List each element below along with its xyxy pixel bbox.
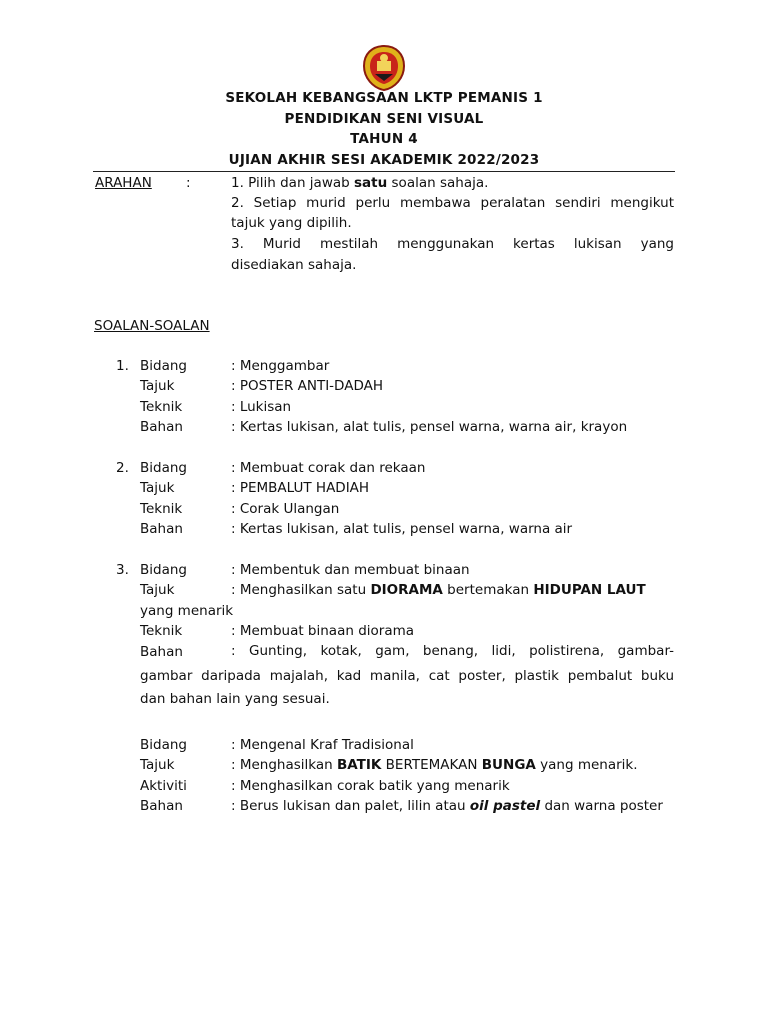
- q4-tajuk-label: Tajuk: [140, 757, 175, 773]
- q2-teknik-label: Teknik: [140, 501, 183, 517]
- instruction-3-line-1: 3. Murid mestilah menggunakan kertas lukisan yang: [231, 236, 674, 252]
- q1-bahan-label: Bahan: [140, 419, 183, 435]
- q3-bidang-value: : Membentuk dan membuat binaan: [231, 562, 470, 578]
- soalan-heading: SOALAN-SOALAN: [94, 318, 210, 334]
- instruction-2-line-1: 2. Setiap murid perlu membawa peralatan sendiri mengikut: [231, 195, 674, 211]
- question-2-number: 2.: [116, 460, 129, 476]
- header-divider: [93, 171, 675, 172]
- instruction-3-line-2: disediakan sahaja.: [231, 257, 357, 273]
- q1-tajuk-label: Tajuk: [140, 378, 175, 394]
- q2-bidang-label: Bidang: [140, 460, 187, 476]
- arahan-label: ARAHAN: [95, 175, 152, 191]
- q3-bidang-label: Bidang: [140, 562, 187, 578]
- q4-aktiviti-value: : Menghasilkan corak batik yang menarik: [231, 778, 510, 794]
- q3-tajuk-value: : Menghasilkan satu DIORAMA bertemakan HIDUPAN LAUT: [231, 582, 646, 598]
- q2-teknik-value: : Corak Ulangan: [231, 501, 340, 517]
- q2-bidang-value: : Membuat corak dan rekaan: [231, 460, 426, 476]
- question-3-number: 3.: [116, 562, 129, 578]
- q3-bahan-value-line-1: : Gunting, kotak, gam, benang, lidi, polistirena, gambar-: [231, 643, 674, 659]
- q1-teknik-value: : Lukisan: [231, 399, 292, 415]
- school-name: SEKOLAH KEBANGSAAN LKTP PEMANIS 1: [225, 90, 543, 106]
- q4-bidang-label: Bidang: [140, 737, 187, 753]
- arahan-colon: :: [186, 175, 191, 191]
- q3-tajuk-label: Tajuk: [140, 582, 175, 598]
- instruction-1: 1. Pilih dan jawab satu soalan sahaja.: [231, 175, 489, 191]
- question-1-number: 1.: [116, 358, 129, 374]
- q1-bahan-value: : Kertas lukisan, alat tulis, pensel warna, warna air, krayon: [231, 419, 628, 435]
- q2-bahan-value: : Kertas lukisan, alat tulis, pensel warna, warna air: [231, 521, 573, 537]
- q4-bidang-value: : Mengenal Kraf Tradisional: [231, 737, 414, 753]
- q3-bahan-value-line-2: gambar daripada majalah, kad manila, cat poster, plastik pembalut buku: [140, 668, 674, 684]
- school-crest-logo: [362, 44, 406, 92]
- year-title: TAHUN 4: [350, 131, 418, 147]
- q2-bahan-label: Bahan: [140, 521, 183, 537]
- q3-teknik-value: : Membuat binaan diorama: [231, 623, 415, 639]
- q3-bahan-value-line-3: dan bahan lain yang sesuai.: [140, 691, 330, 707]
- q1-bidang-value: : Menggambar: [231, 358, 330, 374]
- subject-title: PENDIDIKAN SENI VISUAL: [284, 111, 484, 127]
- q1-teknik-label: Teknik: [140, 399, 183, 415]
- q3-bahan-label: Bahan: [140, 644, 183, 660]
- q2-tajuk-value: : PEMBALUT HADIAH: [231, 480, 370, 496]
- q4-bahan-label: Bahan: [140, 798, 183, 814]
- q3-tajuk-value-cont: yang menarik: [140, 603, 234, 619]
- instruction-2-line-2: tajuk yang dipilih.: [231, 215, 352, 231]
- q1-bidang-label: Bidang: [140, 358, 187, 374]
- q2-tajuk-label: Tajuk: [140, 480, 175, 496]
- q4-bahan-value: : Berus lukisan dan palet, lilin atau oil pastel dan warna poster: [231, 798, 663, 814]
- exam-title: UJIAN AKHIR SESI AKADEMIK 2022/2023: [228, 152, 540, 168]
- q4-tajuk-value: : Menghasilkan BATIK BERTEMAKAN BUNGA yang menarik.: [231, 757, 638, 773]
- q1-tajuk-value: : POSTER ANTI-DADAH: [231, 378, 383, 394]
- q4-aktiviti-label: Aktiviti: [140, 778, 187, 794]
- q3-teknik-label: Teknik: [140, 623, 183, 639]
